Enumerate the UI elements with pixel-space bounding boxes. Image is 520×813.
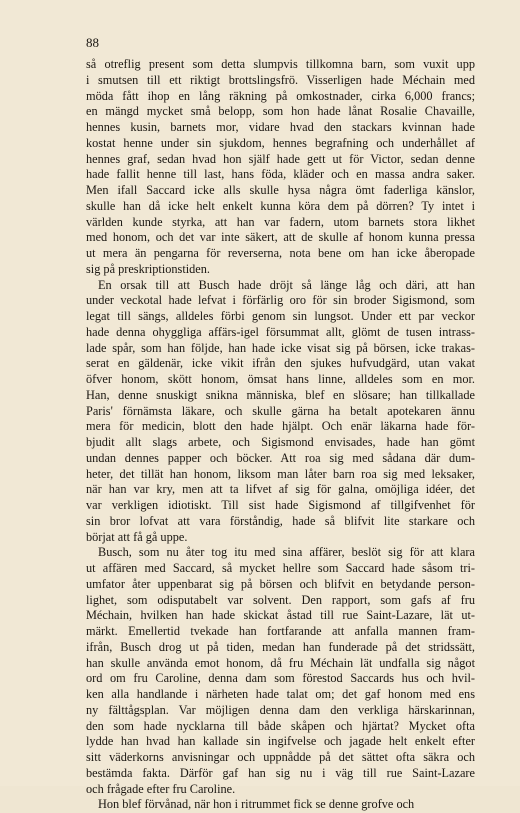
text-line: En orsak till att Busch hade dröjt så länge låg och däri, att han: [98, 277, 475, 292]
text-line: möda fått ihop en lång räkning på omkostnader, cirka 6,000 francs;: [86, 88, 475, 103]
text-line: i smutsen till ett riktigt brottslingsfrö. Visserligen hade Méchain med: [86, 72, 475, 87]
text-line: skulle han då icke helt enkelt kunna köra dem på dörren? Ty intet i: [86, 198, 475, 213]
text-line: Méchain, hvilken han hade skickat åstad till rue Saint-Lazare, lät ut-: [86, 608, 475, 623]
text-line: hade fallit henne till last, hans föda, kläder och en massa andra saker.: [86, 167, 475, 182]
text-line: den som hade nycklarna till både skåpen och hjärtat? Mycket ofta: [86, 718, 475, 733]
text-line: ny fälttågsplan. Var möjligen denna dam den verkliga härskarinnan,: [86, 702, 475, 717]
body-text: [86, 57, 475, 813]
text-line: lydde han hvad han kallade sin ingifvelse och jagade helt enkelt efter: [86, 734, 475, 749]
text-line: undan dennes papper och böcker. Att roa sig med sådana där dum-: [86, 450, 475, 465]
text-line: serat en gäldenär, icke vikit ifrån den sjukes hufvudgärd, utan vakat: [86, 356, 475, 371]
text-line: när han var kry, men att ta lifvet af sig för galna, omöjliga idéer, det: [86, 482, 475, 497]
text-line: bestämda fakta. Därför gaf han sig nu i väg till rue Saint-Lazare: [86, 765, 475, 780]
text-line: hennes graf, sedan hvad hon själf hade gett ut för Victor, sedan denne: [86, 151, 475, 166]
text-line: börjat att få gå uppe.: [86, 529, 188, 544]
text-line: han skulle använda emot honom, då fru Méchain lät undfalla sig något: [86, 655, 475, 670]
text-line: sin bror lofvat att vara förståndig, hade så blifvit lite starkare och: [86, 513, 475, 528]
text-line: ord om fru Caroline, denna dam som förestod Saccards hus och hvil-: [86, 671, 475, 686]
text-line: sig på preskriptionstiden.: [86, 261, 210, 276]
text-line: ut mera än pengarna för reverserna, nota bene om han icke åberopade: [86, 246, 475, 260]
text-line: märkt. Emellertid tvekade han fortfarande att anfalla mannen fram-: [86, 624, 475, 638]
text-line: med honom, och det var inte säkert, att de skulle af honom kunna pressa: [86, 230, 475, 245]
text-line: under veckotal hade lefvat i förfärlig oro för sin broder Sigismond, som: [86, 293, 475, 308]
text-line: och frågade efter fru Caroline.: [86, 781, 236, 796]
text-line: heter, det tillät han honom, liksom man låter barn roa sig med leksaker,: [86, 466, 475, 481]
text-line: Men ifall Saccard icke alls skulle hysa några ömt faderliga känslor,: [86, 183, 475, 197]
text-line: legat till sängs, alldeles förbi genom sin lungsot. Under ett par veckor: [86, 309, 475, 323]
text-line: så otreflig present som detta slumpvis tillkomna barn, som vuxit upp: [86, 57, 475, 71]
text-line: hennes kusin, barnets mor, vidare hvad den stackars kvinnan hade: [86, 120, 475, 134]
text-line: världen kunde styrka, att han var fadern, utom barnets stora likhet: [86, 214, 475, 229]
text-line: lighet, som odisputabelt var solvent. Den rapport, som gafs af fru: [86, 592, 475, 607]
text-line: ut affären med Saccard, så mycket hellre som Saccard hade såsom tri-: [86, 561, 475, 575]
text-line: mera för medicin, blott den hade hjälpt. Och enär läkarna hade för-: [86, 419, 475, 434]
text-line: Hon blef förvånad, när hon i ritrummet fick se denne grofve och: [98, 797, 415, 812]
text-line: Han, denne snuskigt snikna människa, blef en slösare; han tillkallade: [86, 387, 475, 402]
text-line: kostat henne under sin sjukdom, hennes begrafning och underhållet af: [86, 135, 475, 150]
text-line: lade spår, som han följde, han hade icke visat sig på börsen, icke trakas-: [86, 340, 475, 355]
text-line: öfver honom, skött honom, ömsat hans linne, alldeles som en mor.: [86, 372, 475, 386]
text-line: hade denna ohyggliga affärs-igel försummat allt, glömt de tusen intrass-: [86, 324, 475, 339]
text-line: ken alla handlande i närheten hade talat om; det gaf honom med ens: [86, 687, 475, 701]
text-line: ifrån, Busch drog ut på tiden, medan han funderade på det stridssätt,: [86, 639, 475, 654]
text-line: umfator åter uppenbarat sig på börsen och blifvit en betydande person-: [86, 576, 475, 591]
text-line: bjudit allt slags arbete, och Sigismond envisades, hade han gömt: [86, 435, 475, 449]
text-line: en mängd mycket små belopp, som hon hade lånat Rosalie Chavaille,: [86, 104, 475, 119]
text-line: Busch, som nu åter tog itu med sina affärer, beslöt sig för att klara: [98, 545, 475, 560]
text-line: Paris' förnämsta läkare, och skulle gärna ha betalt apotekaren ännu: [86, 403, 475, 418]
page-number: 88: [86, 35, 99, 50]
text-line: var verkligen idiotiskt. Till sist hade Sigismond af tillgifvenhet för: [86, 498, 475, 512]
text-line: sitt väderkorns anvisningar och uppnådde på det sättet ofta säkra och: [86, 750, 475, 764]
